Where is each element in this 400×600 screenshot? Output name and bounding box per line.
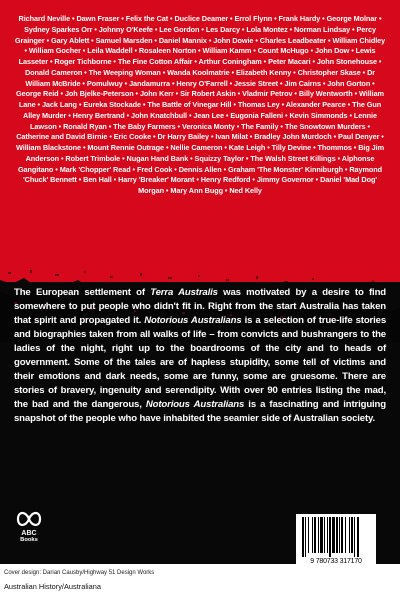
name-entry: Graham 'The Monster' Kinniburgh	[228, 164, 343, 174]
name-entry: The Walsh Street Killings	[250, 153, 336, 163]
name-entry: Duclice Deamer	[174, 14, 229, 23]
name-entry: Billy Wentworth	[298, 89, 353, 99]
publisher-name: ABC	[21, 530, 37, 537]
name-entry: Elizabeth Kenny	[236, 67, 292, 77]
name-entry: Harry 'Breaker' Morant	[118, 175, 195, 185]
name-entry: Dennis Allen	[178, 164, 222, 174]
name-entry: Dr William McBride	[25, 67, 376, 88]
name-entry: Ronald Ryan	[63, 121, 107, 131]
name-entry: Christopher Skase	[297, 67, 361, 77]
name-entry: The Snowtown Murders	[284, 121, 366, 131]
name-entry: John Dowie	[213, 35, 254, 45]
name-entry: Frank Hardy	[278, 14, 321, 23]
blurb-part-4: is a fascinating and intriguing snapshot of the people who have inhabited the seamier side of Australian society.	[14, 399, 386, 425]
name-entry: Eric Cooke	[113, 132, 152, 142]
name-entry: Lewis Lasseter	[18, 46, 376, 66]
name-entry: Jim Cairns	[284, 78, 321, 88]
name-entry: Jessie Street	[234, 78, 279, 88]
blurb-part-2: was motivated by a desire to find somewhere to put people who didn't fit in. Right from the start Australia has taken that spirit and propagated it.	[14, 287, 386, 327]
name-entry: Lennie Lawson	[30, 110, 377, 131]
name-entry: John Kerr	[139, 89, 174, 99]
name-entry: Bradley John Murdoch	[254, 132, 332, 142]
name-entry: The Battle of Vinegar Hill	[147, 100, 232, 109]
name-entry: The Fine Cotton Affair	[117, 57, 193, 66]
name-entry: Vladmir Petrov	[242, 89, 293, 99]
name-entry: Veronica Monty	[181, 121, 235, 131]
blurb-emphasis-terra-australis: Terra Australis	[150, 287, 218, 298]
name-entry: Jimmy Governor	[256, 175, 314, 185]
name-entry: Gary Ablett	[51, 35, 90, 45]
name-entry: Alphonse Gangitano	[17, 153, 375, 174]
name-entry: Daniel Mannix	[158, 35, 207, 45]
name-entry: Sir Robert Askin	[180, 89, 236, 99]
name-entry: Kevin Simmonds	[289, 110, 348, 120]
name-entry: Richard Neville	[18, 14, 71, 23]
name-entry: Fred Cook	[136, 164, 173, 174]
name-entry: Les Darcy	[205, 24, 240, 34]
name-entry: William Blackstone	[16, 143, 81, 152]
name-entry: Dr Harry Bailey	[157, 132, 209, 142]
name-entry: Joh Bjelke-Peterson	[64, 89, 134, 99]
name-entry: John Knatchbull	[131, 110, 187, 120]
blurb-text	[14, 286, 386, 426]
name-entry: Samuel Marsden	[95, 35, 153, 45]
name-entry: William Chidley	[332, 35, 386, 45]
name-entry: Leila Waddell	[87, 46, 133, 56]
name-entry: Ivan Milat	[215, 132, 248, 142]
name-entry: Mount Rennie Outrage	[87, 143, 165, 152]
name-entry: Pomulwuy	[86, 78, 123, 88]
name-entry: Mark 'Chopper' Read	[59, 164, 131, 174]
name-entry: Eureka Stockade	[83, 100, 141, 109]
name-entry: George Molnar	[326, 14, 378, 23]
name-entry: Squizzy Taylor	[194, 153, 244, 163]
name-entry: Big Jim Anderson	[25, 143, 384, 163]
name-entry: John Dow	[315, 46, 350, 56]
blurb-part-1: The European settlement of	[14, 287, 151, 298]
name-entry: Percy Grainger	[14, 24, 376, 45]
name-entry: Norman Lindsay	[294, 24, 351, 34]
publisher-imprint: Books	[20, 537, 38, 543]
name-entry: John Gorton	[327, 78, 371, 88]
book-category: Australian History/Australiana	[4, 582, 101, 591]
isbn-number: 9 780733 317170	[310, 558, 362, 565]
blurb-emphasis-title-2: Notorious Australians	[145, 399, 245, 411]
name-entry: Ben Hall	[83, 175, 112, 185]
name-entry: Jack Lang	[41, 100, 77, 109]
name-entry: Johnny O'Keefe	[98, 24, 153, 34]
name-entry: John Stonehouse	[316, 57, 377, 66]
blurb-part-3: is a selection of true-life stories and biographies taken from all walks of life – from convicts and bushrangers to the ladies of the night, right up to the boardrooms of the city and to heads of government. Some of the tales are of hapless stupidity, some tell of victims and their emotions and dark needs, some are funny, some are gruesome. There are stories of bravery, ingenuity and serendipity. With over 90 entries listing the mad, the bad and the dangerous,	[14, 315, 387, 411]
name-entry: The Gun Alley Murder	[23, 100, 382, 120]
name-entry: Dawn Fraser	[76, 14, 120, 23]
name-entry: George Reid	[16, 89, 59, 99]
name-entry: Jean Lee	[193, 110, 224, 120]
name-entry: Felix the Cat	[125, 14, 169, 23]
abc-books-logo	[16, 509, 42, 549]
name-entry: Sydney Sparkes Orr	[24, 24, 93, 34]
name-entry: Roger Tichborne	[54, 57, 112, 66]
name-entry: Raymond 'Chuck' Bennett	[23, 164, 383, 185]
name-entry: Nellie Cameron	[170, 143, 223, 152]
name-entry: The Baby Farmers	[113, 121, 176, 131]
name-entry: Ned Kelly	[229, 186, 262, 195]
name-entry: Wanda Koolmatrie	[167, 67, 230, 77]
name-entry: Mary Ann Bugg	[170, 186, 223, 195]
cover-design-credit: Cover design: Darian Causby/Highway 51 Design Works	[4, 570, 155, 576]
name-entry: Catherine and David Birnie	[16, 132, 108, 142]
name-entry: Donald Cameron	[24, 67, 83, 77]
name-entry: Henry Redford	[200, 175, 251, 185]
barcode-icon	[302, 517, 370, 557]
name-entry: William Lane	[18, 89, 384, 109]
name-entry: Jandamurra	[129, 78, 171, 88]
name-entry: Peter Macari	[268, 57, 311, 66]
name-entry: Paul Denyer	[338, 132, 380, 142]
name-entry: Eugonia Falleni	[230, 110, 284, 120]
name-entry: Thommos	[317, 143, 352, 152]
name-entry: Henry O'Farrell	[176, 78, 228, 88]
name-entry: Lola Montez	[246, 24, 288, 34]
name-entry: The Weeping Woman	[88, 67, 161, 77]
name-entry: Kate Leigh	[228, 143, 266, 152]
name-entry: Daniel 'Mad Dog' Morgan	[138, 175, 377, 195]
name-entry: Alexander Pearce	[285, 100, 346, 109]
name-entry: Lee Gordon	[159, 24, 200, 34]
name-entry: Arthur Coningham	[198, 57, 262, 66]
name-entry: Errol Flynn	[234, 14, 273, 23]
name-entry: Charles Leadbeater	[259, 35, 327, 45]
name-entry: Thomas Ley	[237, 100, 280, 109]
name-entry: William Gocher	[28, 46, 81, 56]
name-entry: Count McHugo	[257, 46, 309, 56]
name-entry: Henry Bertrand	[72, 110, 125, 120]
name-entry: Rosaleen Norton	[138, 46, 197, 56]
name-entry: William Kamm	[202, 46, 252, 56]
abc-lissajous-icon	[16, 509, 42, 529]
name-entry: Robert Trimbole	[65, 153, 121, 163]
notorious-names-list: Richard Neville • Dawn Fraser • Felix the Cat • Duclice Deamer • Errol Flynn • Frank Hardy • George Molnar • Sydney Sparkes Orr • Johnny O'Keefe • Lee Gordon • Les Darcy • Lola Montez • Norman Lindsay • Percy Grainger • Gary Ablett • Samuel Marsden • Daniel Mannix • John Dowie • Charles Leadbeater • William Chidley • William Gocher • Leila Waddell • Rosaleen Norton • William Kamm • Count McHugo • John Dow • Lewis Lasseter • Roger Tichborne • The Fine Cotton Affair • Arthur Coningham • Peter Macari • John Stonehouse • Donald Cameron • The Weeping Woman • Wanda Koolmatrie • Elizabeth Kenny • Christopher Skase • Dr William McBride • Pomulwuy • Jandamurra • Henry O'Farrell • Jessie Street • Jim Cairns • John Gorton • George Reid • Joh Bjelke-Peterson • John Kerr • Sir Robert Askin • Vladmir Petrov • Billy Wentworth • William Lane • Jack Lang • Eureka Stockade • The Battle of Vinegar Hill • Thomas Ley • Alexander Pearce • The Gun Alley Murder • Henry Bertrand • John Knatchbull • Jean Lee • Eugonia Falleni • Kevin Simmonds • Lennie Lawson • Ronald Ryan • The Baby Farmers • Veronica Monty • The Family • The Snowtown Murders • Catherine and David Birnie • Eric Cooke • Dr Harry Bailey • Ivan Milat • Bradley John Murdoch • Paul Denyer • William Blackstone • Mount Rennie Outrage • Nellie Cameron • Kate Leigh • Tilly Devine • Thommos • Big Jim Anderson • Robert Trimbole • Nugan Hand Bank • Squizzy Taylor • The Walsh Street Killings • Alphonse Gangitano • Mark 'Chopper' Read • Fred Cook • Dennis Allen • Graham 'The Monster' Kinniburgh • Raymond 'Chuck' Bennett • Ben Hall • Harry 'Breaker' Morant • Henry Redford • Jimmy Governor • Daniel 'Mad Dog' Morgan • Mary Ann Bugg • Ned Kelly	[14, 14, 386, 195]
name-entry: Tilly Devine	[271, 143, 312, 152]
barcode-box	[296, 514, 376, 568]
name-entry: Nugan Hand Bank	[126, 153, 189, 163]
name-entry: The Family	[241, 121, 279, 131]
blurb-emphasis-title: Notorious Australians	[144, 315, 242, 327]
